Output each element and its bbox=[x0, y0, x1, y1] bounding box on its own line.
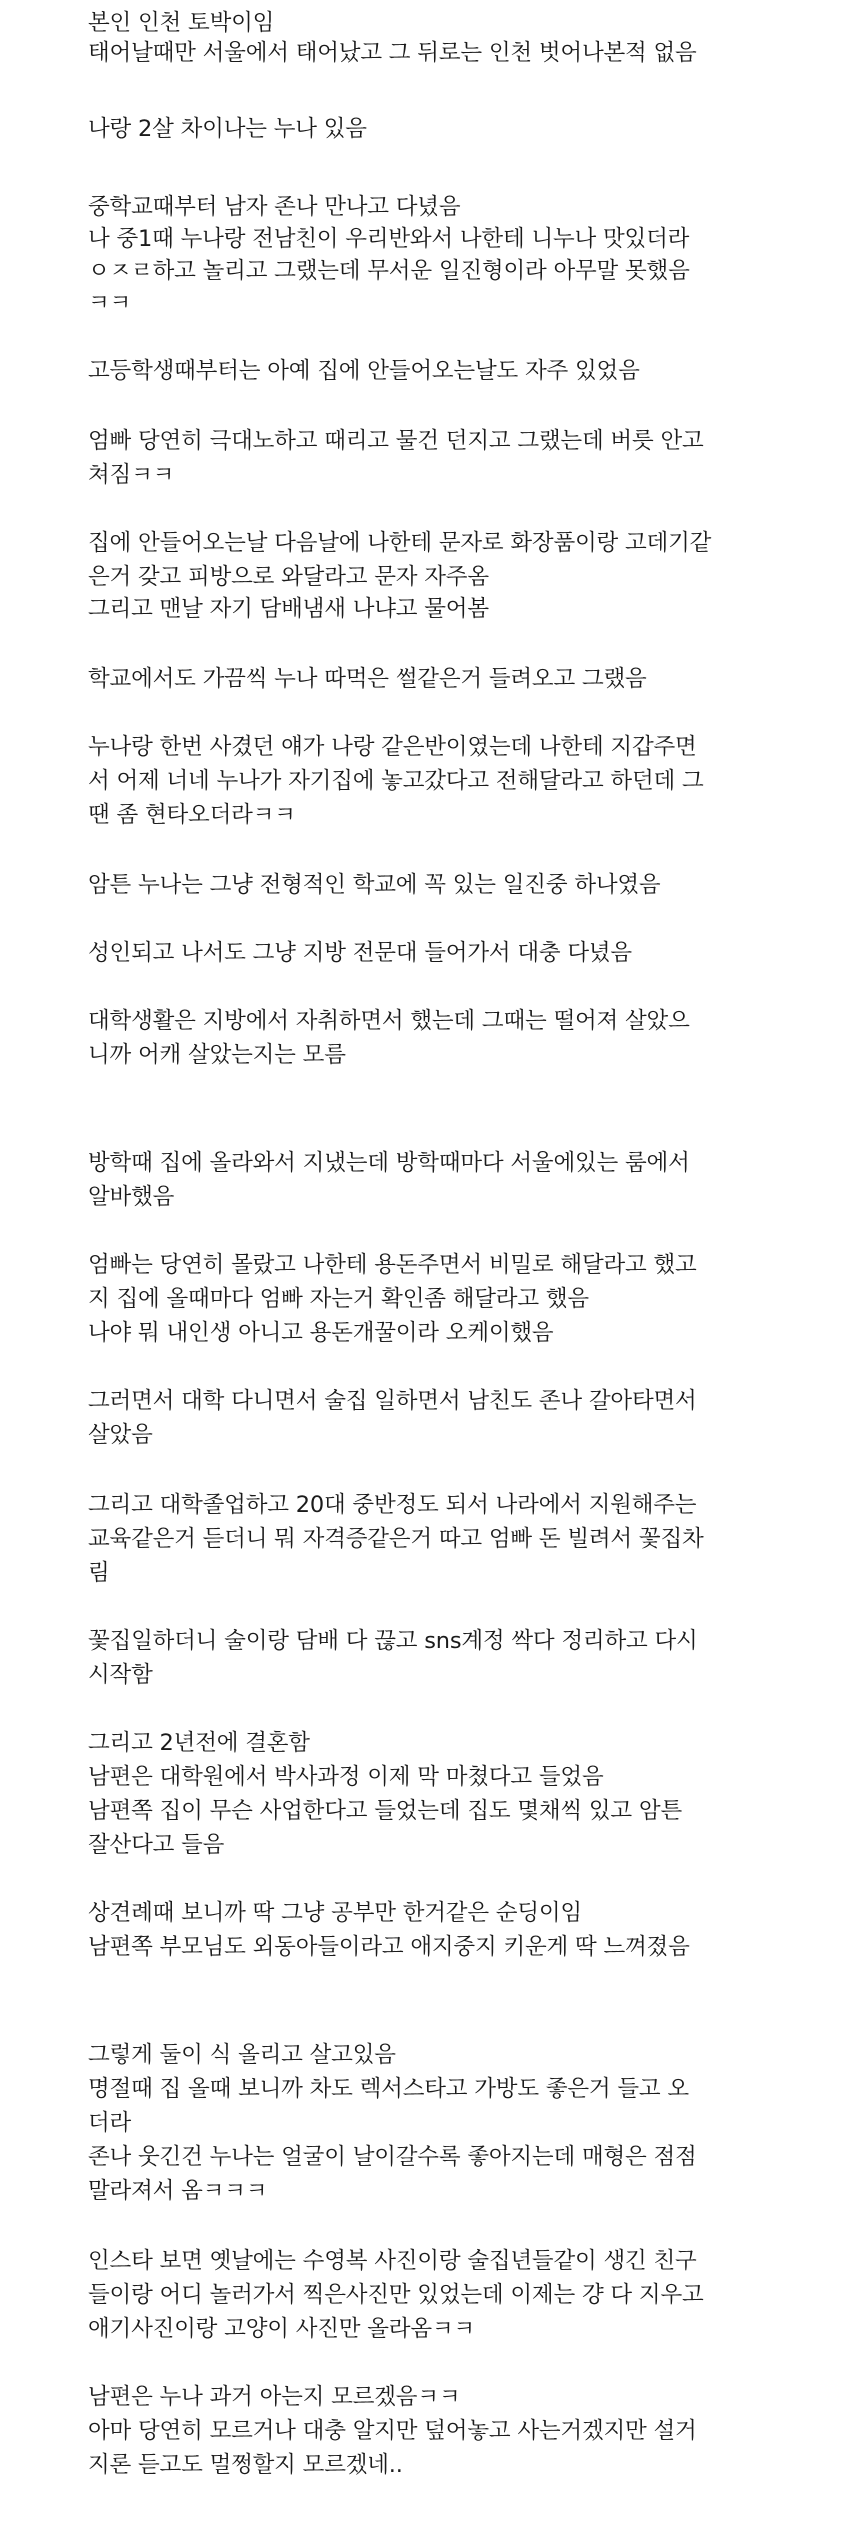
post-line: 명절때 집 올때 보니까 차도 렉서스타고 가방도 좋은거 들고 오 bbox=[88, 2076, 689, 2102]
post-line: 본인 인천 토박이임 bbox=[88, 10, 275, 36]
post-line: 엄빠는 당연히 몰랐고 나한테 용돈주면서 비밀로 해달라고 했고 bbox=[88, 1252, 697, 1278]
post-line: ㅋㅋ bbox=[88, 290, 132, 316]
post-line: 림 bbox=[88, 1560, 110, 1586]
post-line: 누나랑 한번 사겼던 얘가 나랑 같은반이였는데 나한테 지갑주면 bbox=[88, 734, 697, 760]
post-line: 살았음 bbox=[88, 1422, 153, 1448]
post-line: 암튼 누나는 그냥 전형적인 학교에 꼭 있는 일진중 하나였음 bbox=[88, 872, 661, 898]
post-line: 더라 bbox=[88, 2110, 132, 2136]
post-line: 남편은 누나 과거 아는지 모르겠음ㅋㅋ bbox=[88, 2384, 461, 2410]
post-line: 나랑 2살 차이나는 누나 있음 bbox=[88, 116, 367, 142]
post-line: 잘산다고 들음 bbox=[88, 1832, 225, 1858]
post-line: 그리고 2년전에 결혼함 bbox=[88, 1730, 310, 1756]
post-line: 상견례때 보니까 딱 그냥 공부만 한거같은 순딩이임 bbox=[88, 1900, 582, 1926]
post-line: 시작함 bbox=[88, 1662, 153, 1688]
post-line: 말라져서 옴ㅋㅋㅋ bbox=[88, 2178, 268, 2204]
post-line: 존나 웃긴건 누나는 얼굴이 날이갈수록 좋아지는데 매형은 점점 bbox=[88, 2144, 697, 2170]
post-line: 쳐짐ㅋㅋ bbox=[88, 462, 175, 488]
post-line: 남편쪽 집이 무슨 사업한다고 들었는데 집도 몇채씩 있고 암튼 bbox=[88, 1798, 682, 1824]
post-line: 은거 갖고 피방으로 와달라고 문자 자주옴 bbox=[88, 564, 489, 590]
post-line: 중학교때부터 남자 존나 만나고 다녔음 bbox=[88, 194, 461, 220]
post-line: 집에 안들어오는날 다음날에 나한테 문자로 화장품이랑 고데기같 bbox=[88, 530, 712, 556]
post-line: 나야 뭐 내인생 아니고 용돈개꿀이라 오케이했음 bbox=[88, 1320, 554, 1346]
post-line: 남편은 대학원에서 박사과정 이제 막 마쳤다고 들었음 bbox=[88, 1764, 604, 1790]
post-line: 성인되고 나서도 그냥 지방 전문대 들어가서 대충 다녔음 bbox=[88, 940, 632, 966]
post-line: 고등학생때부터는 아예 집에 안들어오는날도 자주 있었음 bbox=[88, 358, 640, 384]
post-line: 그리고 대학졸업하고 20대 중반정도 되서 나라에서 지원해주는 bbox=[88, 1492, 697, 1518]
post-line: 들이랑 어디 놀러가서 찍은사진만 있었는데 이제는 걍 다 지우고 bbox=[88, 2282, 704, 2308]
post-line: 니까 어캐 살았는지는 모름 bbox=[88, 1042, 346, 1068]
post-line: 엄빠 당연히 극대노하고 때리고 물건 던지고 그랬는데 버릇 안고 bbox=[88, 428, 704, 454]
post-line: 인스타 보면 옛날에는 수영복 사진이랑 술집년들같이 생긴 친구 bbox=[88, 2248, 697, 2274]
post-line: 애기사진이랑 고양이 사진만 올라옴ㅋㅋ bbox=[88, 2316, 475, 2342]
post-line: 꽃집일하더니 술이랑 담배 다 끊고 sns계정 싹다 정리하고 다시 bbox=[88, 1628, 698, 1654]
post-line: 서 어제 너네 누나가 자기집에 놓고갔다고 전해달라고 하던데 그 bbox=[88, 768, 704, 794]
post-line: 지 집에 올때마다 엄빠 자는거 확인좀 해달라고 했음 bbox=[88, 1286, 589, 1312]
post-line: 그러면서 대학 다니면서 술집 일하면서 남친도 존나 갈아타면서 bbox=[88, 1388, 697, 1414]
post-line: 방학때 집에 올라와서 지냈는데 방학때마다 서울에있는 룸에서 bbox=[88, 1150, 690, 1176]
post-line: 태어날때만 서울에서 태어났고 그 뒤로는 인천 벗어나본적 없음 bbox=[88, 40, 697, 66]
post-line: 학교에서도 가끔씩 누나 따먹은 썰같은거 들려오고 그랬음 bbox=[88, 666, 647, 692]
post-line: 땐 좀 현타오더라ㅋㅋ bbox=[88, 802, 296, 828]
post-line: ㅇㅈㄹ하고 놀리고 그랬는데 무서운 일진형이라 아무말 못했음 bbox=[88, 258, 690, 284]
post-line: 대학생활은 지방에서 자취하면서 했는데 그때는 떨어져 살았으 bbox=[88, 1008, 690, 1034]
post-line: 지론 듣고도 멀쩡할지 모르겠네.. bbox=[88, 2452, 403, 2478]
post-line: 남편쪽 부모님도 외동아들이라고 애지중지 키운게 딱 느껴졌음 bbox=[88, 1934, 690, 1960]
post-line: 나 중1때 누나랑 전남친이 우리반와서 나한테 니누나 맛있더라 bbox=[88, 226, 690, 252]
post-line: 그리고 맨날 자기 담배냄새 나냐고 물어봄 bbox=[88, 596, 489, 622]
post-line: 알바했음 bbox=[88, 1184, 175, 1210]
post-line: 그렇게 둘이 식 올리고 살고있음 bbox=[88, 2042, 396, 2068]
post-line: 교육같은거 듣더니 뭐 자격증같은거 따고 엄빠 돈 빌려서 꽃집차 bbox=[88, 1526, 704, 1552]
post-line: 아마 당연히 모르거나 대충 알지만 덮어놓고 사는거겠지만 설거 bbox=[88, 2418, 697, 2444]
